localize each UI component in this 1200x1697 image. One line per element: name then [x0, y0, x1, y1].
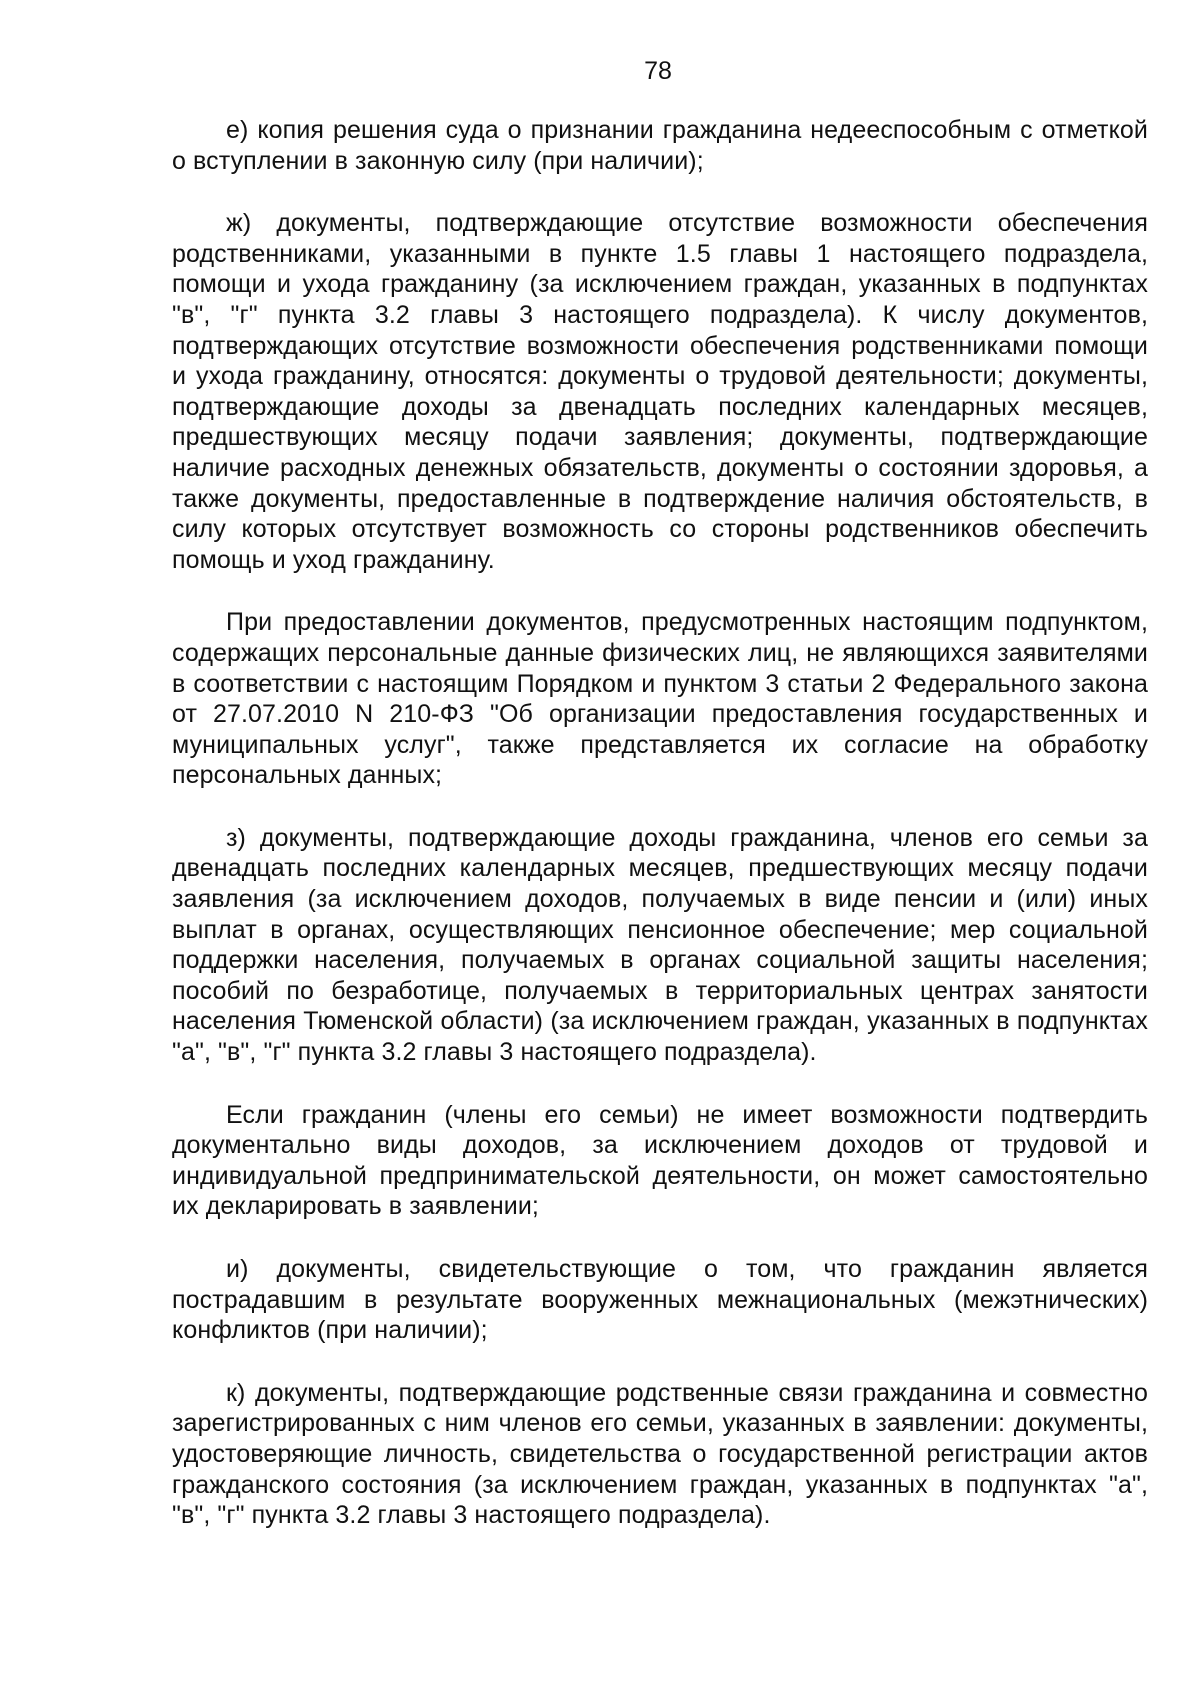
page-number: 78 [644, 57, 672, 85]
paragraph-e-court-decision: е) копия решения суда о признании гражданина недееспособным с отметкой о вступлении в законную силу (при наличии); [172, 116, 1148, 175]
paragraph-personal-data-consent: При предоставлении документов, предусмотренных настоящим подпунктом, содержащих персональные данные физических лиц, не являющихся заявителями в соответствии с настоящим Порядком и пунктом 3 статьи 2 Федерального закона от 27.07.2010 N 210-ФЗ "Об организации предоставления государственных и муниципальных услуг", также представляется их согласие на обработку персональных данных; [172, 608, 1148, 790]
paragraph-zh-relatives-care-documents: ж) документы, подтверждающие отсутствие возможности обеспечения родственниками, указанными в пункте 1.5 главы 1 настоящего подраздела, помощи и ухода гражданину (за исключением граждан, указанных в подпунктах "в", "г" пункта 3.2 главы 3 настоящего подраздела). К числу документов, подтверждающих отсутствие возможности обеспечения родственниками помощи и ухода гражданину, относятся: документы о трудовой деятельности; документы, подтверждающие доходы за двенадцать последних календарных месяцев, предшествующих месяцу подачи заявления; документы, подтверждающие наличие расходных денежных обязательств, документы о состоянии здоровья, а также документы, предоставленные в подтверждение наличия обстоятельств, в силу которых отсутствует возможность со стороны родственников обеспечить помощь и уход гражданину. [172, 209, 1148, 574]
document-body [172, 115, 1148, 1563]
paragraph-i-conflict-victim-documents: и) документы, свидетельствующие о том, что гражданин является пострадавшим в результате вооруженных межнациональных (межэтнических) конфликтов (при наличии); [172, 1255, 1148, 1345]
paragraph-income-self-declaration: Если гражданин (члены его семьи) не имеет возможности подтвердить документально виды доходов, за исключением доходов от трудовой и индивидуальной предпринимательской деятельности, он может самостоятельно их декларировать в заявлении; [172, 1100, 1148, 1221]
paragraph-z-income-documents: з) документы, подтверждающие доходы гражданина, членов его семьи за двенадцать последних календарных месяцев, предшествующих месяцу подачи заявления (за исключением доходов, получаемых в виде пенсии и (или) иных выплат в органах, осуществляющих пенсионное обеспечение; мер социальной поддержки населения, получаемых в органах социальной защиты населения; пособий по безработице, получаемых в территориальных центрах занятости населения Тюменской области) (за исключением граждан, указанных в подпунктах "а", "в", "г" пункта 3.2 главы 3 настоящего подраздела). [172, 823, 1148, 1067]
paragraph-k-family-relation-documents: к) документы, подтверждающие родственные связи гражданина и совместно зарегистрированных с ним членов его семьи, указанных в заявлении: документы, удостоверяющие личность, свидетельства о государственной регистрации актов гражданского состояния (за исключением граждан, указанных в подпунктах "а", "в", "г" пункта 3.2 главы 3 настоящего подраздела). [172, 1378, 1148, 1530]
